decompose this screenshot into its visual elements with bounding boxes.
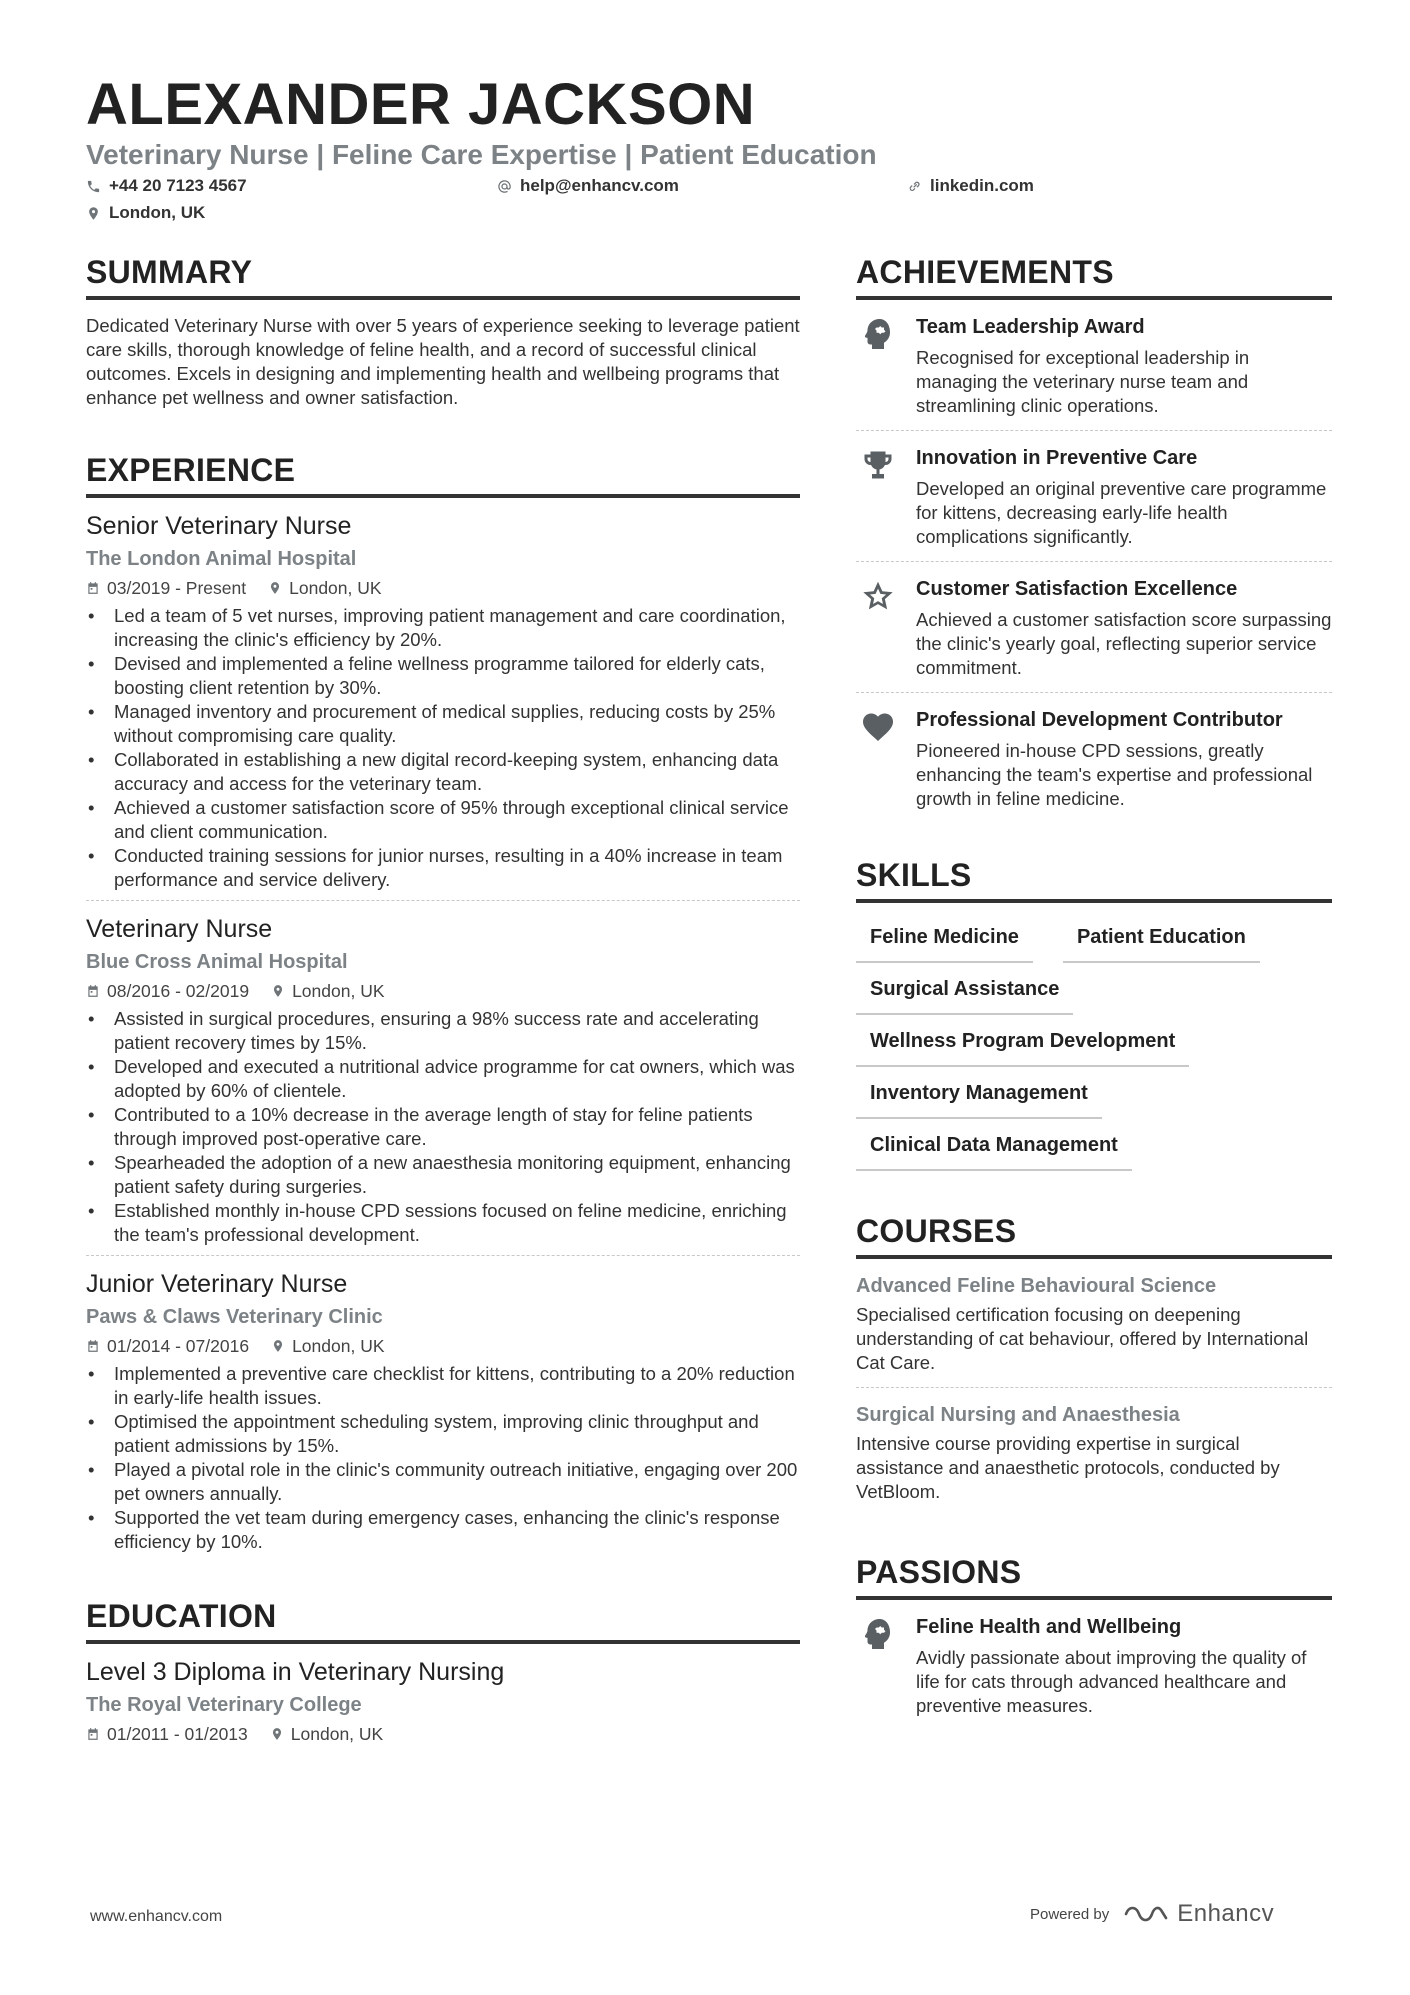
job-bullet: • Conducted training sessions for junior nurses, resulting in a 40% increase in team performance and service delivery. xyxy=(86,844,800,892)
passions-heading: PASSIONS xyxy=(856,1552,1332,1600)
achievement-icon-wrap xyxy=(856,707,900,811)
education-location xyxy=(270,1722,383,1746)
course-item xyxy=(856,1259,1332,1387)
job-dates-text: 08/2016 - 02/2019 xyxy=(107,981,250,1001)
contact-linkedin xyxy=(907,175,1034,197)
course-title: Surgical Nursing and Anaesthesia xyxy=(856,1404,1180,1426)
achievement-desc: Developed an original preventive care programme for kittens, decreasing early-life health complications significantly. xyxy=(916,478,1327,547)
calendar-icon xyxy=(86,984,100,998)
achievement-title: Innovation in Preventive Care xyxy=(916,447,1198,469)
job-bullet: • Assisted in surgical procedures, ensuring a 98% success rate and accelerating patient recovery times by 15%. xyxy=(86,1007,800,1055)
skill-tag: Wellness Program Development xyxy=(856,1025,1189,1067)
course-desc: Specialised certification focusing on deepening understanding of cat behaviour, offered by International Cat Care. xyxy=(856,1304,1309,1373)
courses-heading: COURSES xyxy=(856,1211,1332,1259)
skills-section xyxy=(856,855,1332,1171)
course-title: Advanced Feline Behavioural Science xyxy=(856,1275,1217,1297)
skill-tag: Inventory Management xyxy=(856,1077,1102,1119)
achievement-item xyxy=(856,692,1332,823)
head-icon xyxy=(860,316,896,352)
achievement-item xyxy=(856,300,1332,430)
education-heading: EDUCATION xyxy=(86,1596,800,1644)
job-dates-text: 03/2019 - Present xyxy=(107,578,247,598)
skill-tag: Clinical Data Management xyxy=(856,1129,1132,1171)
star-icon xyxy=(860,578,896,614)
location-pin-icon xyxy=(86,206,101,221)
education-meta xyxy=(86,1722,800,1746)
calendar-icon xyxy=(86,1727,100,1741)
enhancv-logo-icon xyxy=(1123,1902,1169,1926)
passion-desc: Avidly passionate about improving the quality of life for cats through advanced healthcare and preventive measures. xyxy=(916,1647,1307,1716)
skills-list xyxy=(856,903,1332,1171)
location-pin-icon xyxy=(271,984,285,998)
skill-tag: Feline Medicine xyxy=(856,921,1033,963)
summary-section xyxy=(86,252,800,410)
footer-website-link[interactable]: www.enhancv.com xyxy=(90,1908,223,1925)
enhancv-logo-text: Enhancv xyxy=(1177,1900,1275,1927)
location-pin-icon xyxy=(270,1727,284,1741)
skills-heading: SKILLS xyxy=(856,855,1332,903)
passion-title: Feline Health and Wellbeing xyxy=(916,1616,1182,1638)
job-dates-text: 01/2014 - 07/2016 xyxy=(107,1336,250,1356)
calendar-icon xyxy=(86,1339,100,1353)
at-icon xyxy=(497,179,512,194)
skill-tag: Patient Education xyxy=(1063,921,1260,963)
achievement-desc: Recognised for exceptional leadership in managing the veterinary nurse team and streamlining clinic operations. xyxy=(916,347,1250,416)
right-column xyxy=(856,252,1332,1762)
email-text: help@enhancv.com xyxy=(520,176,679,195)
job-location-text: London, UK xyxy=(292,1336,385,1356)
job-meta xyxy=(86,979,800,1003)
achievement-title: Professional Development Contributor xyxy=(916,709,1283,731)
job-bullet: • Implemented a preventive care checklist for kittens, contributing to a 20% reduction in early-life health issues. xyxy=(86,1362,800,1410)
job-bullet: • Supported the vet team during emergency cases, enhancing the clinic's response efficiency by 10%. xyxy=(86,1506,800,1554)
candidate-title: Veterinary Nurse | Feline Care Expertise | Patient Education xyxy=(86,139,877,170)
school-name: The Royal Veterinary College xyxy=(86,1694,362,1716)
location-pin-icon xyxy=(268,581,282,595)
experience-heading: EXPERIENCE xyxy=(86,450,800,498)
job-bullet: • Achieved a customer satisfaction score of 95% through exceptional clinical service and client communication. xyxy=(86,796,800,844)
job-location-text: London, UK xyxy=(292,981,385,1001)
candidate-name: ALEXANDER JACKSON xyxy=(86,72,756,137)
job-bullets xyxy=(86,604,800,892)
job-bullet: • Established monthly in-house CPD sessions focused on feline medicine, enriching the team's professional development. xyxy=(86,1199,800,1247)
passions-section xyxy=(856,1552,1332,1730)
passion-icon-wrap xyxy=(856,1614,900,1718)
job-company: The London Animal Hospital xyxy=(86,548,357,570)
achievements-heading: ACHIEVEMENTS xyxy=(856,252,1332,300)
job-bullets xyxy=(86,1007,800,1247)
job-bullet: • Collaborated in establishing a new digital record-keeping system, enhancing data accuracy and access for the veterinary team. xyxy=(86,748,800,796)
achievement-item xyxy=(856,430,1332,561)
location-pin-icon xyxy=(271,1339,285,1353)
experience-item xyxy=(86,1255,800,1562)
job-meta xyxy=(86,576,800,600)
achievement-icon-wrap xyxy=(856,314,900,418)
education-section xyxy=(86,1596,800,1754)
job-meta xyxy=(86,1334,800,1358)
job-location xyxy=(268,576,381,600)
job-bullet: • Spearheaded the adoption of a new anaesthesia monitoring equipment, enhancing patient safety during surgeries. xyxy=(86,1151,800,1199)
summary-heading: SUMMARY xyxy=(86,252,800,300)
job-bullet: • Contributed to a 10% decrease in the average length of stay for feline patients through improved post-operative care. xyxy=(86,1103,800,1151)
calendar-icon xyxy=(86,581,100,595)
job-dates xyxy=(86,576,246,600)
achievement-desc: Pioneered in-house CPD sessions, greatly enhancing the team's expertise and professional growth in feline medicine. xyxy=(916,740,1313,809)
job-bullet: • Played a pivotal role in the clinic's community outreach initiative, engaging over 200 pet owners annually. xyxy=(86,1458,800,1506)
achievement-icon-wrap xyxy=(856,576,900,680)
education-dates-text: 01/2011 - 01/2013 xyxy=(107,1724,248,1744)
job-company: Blue Cross Animal Hospital xyxy=(86,951,348,973)
location-text: London, UK xyxy=(109,203,206,222)
head-icon xyxy=(860,1616,896,1652)
job-bullet: • Optimised the appointment scheduling system, improving clinic throughput and patient admissions by 15%. xyxy=(86,1410,800,1458)
job-bullet: • Led a team of 5 vet nurses, improving patient management and care coordination, increasing the clinic's efficiency by 20%. xyxy=(86,604,800,652)
education-location-text: London, UK xyxy=(290,1724,384,1744)
left-column xyxy=(86,252,800,1786)
skill-tag: Surgical Assistance xyxy=(856,973,1073,1015)
achievements-section xyxy=(856,252,1332,823)
achievement-item xyxy=(856,561,1332,692)
job-bullet: • Devised and implemented a feline wellness programme tailored for elderly cats, boosting client retention by 30%. xyxy=(86,652,800,700)
achievement-title: Team Leadership Award xyxy=(916,316,1145,338)
passion-item xyxy=(856,1600,1332,1730)
job-title: Senior Veterinary Nurse xyxy=(86,512,352,540)
contact-phone xyxy=(86,175,247,197)
job-bullets xyxy=(86,1362,800,1554)
job-location xyxy=(271,979,384,1003)
linkedin-text: linkedin.com xyxy=(930,176,1034,195)
contact-email xyxy=(497,175,679,197)
job-location xyxy=(271,1334,384,1358)
job-bullet: • Developed and executed a nutritional advice programme for cat owners, which was adopted by 60% of clientele. xyxy=(86,1055,800,1103)
job-dates xyxy=(86,1334,249,1358)
phone-text: +44 20 7123 4567 xyxy=(109,176,247,195)
trophy-icon xyxy=(860,447,896,483)
education-dates xyxy=(86,1722,248,1746)
experience-item xyxy=(86,900,800,1255)
phone-icon xyxy=(86,179,101,194)
education-item xyxy=(86,1644,800,1754)
powered-by-text: Powered by xyxy=(1030,1905,1110,1923)
enhancv-logo[interactable] xyxy=(1123,1900,1274,1928)
link-icon xyxy=(907,179,922,194)
course-item xyxy=(856,1387,1332,1516)
summary-text: Dedicated Veterinary Nurse with over 5 years of experience seeking to leverage patient care skills, thorough knowledge of feline health, and a record of successful clinical outcomes. Excels in designing and implementing health and wellbeing programs that enhance pet wellness and owner satisfaction. xyxy=(86,315,800,408)
job-company: Paws & Claws Veterinary Clinic xyxy=(86,1306,383,1328)
job-dates xyxy=(86,979,249,1003)
job-title: Veterinary Nurse xyxy=(86,915,273,943)
job-bullet: • Managed inventory and procurement of medical supplies, reducing costs by 25% without compromising care quality. xyxy=(86,700,800,748)
course-desc: Intensive course providing expertise in surgical assistance and anaesthetic protocols, conducted by VetBloom. xyxy=(856,1433,1280,1502)
achievement-title: Customer Satisfaction Excellence xyxy=(916,578,1238,600)
achievement-desc: Achieved a customer satisfaction score surpassing the clinic's yearly goal, reflecting superior service commitment. xyxy=(916,609,1332,678)
contact-location xyxy=(86,202,205,224)
job-location-text: London, UK xyxy=(289,578,382,598)
job-title: Junior Veterinary Nurse xyxy=(86,1270,348,1298)
heart-icon xyxy=(860,709,896,745)
degree-title: Level 3 Diploma in Veterinary Nursing xyxy=(86,1658,505,1686)
courses-section xyxy=(856,1211,1332,1516)
experience-section xyxy=(86,450,800,1562)
achievement-icon-wrap xyxy=(856,445,900,549)
footer-branding xyxy=(1030,1900,1274,1928)
experience-item xyxy=(86,498,800,900)
